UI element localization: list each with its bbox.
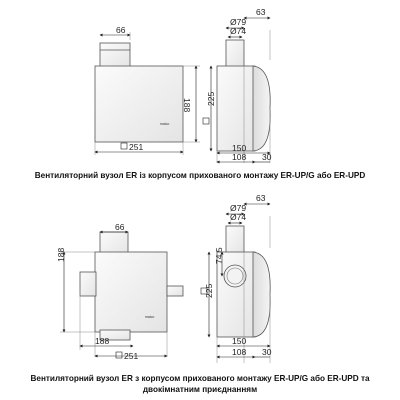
dimension-30: 30 bbox=[262, 152, 272, 162]
dimension-d79: Ø79 bbox=[230, 203, 247, 213]
dimension-30: 30 bbox=[262, 347, 272, 357]
housing-box bbox=[95, 66, 183, 142]
dimension-150: 150 bbox=[232, 336, 247, 346]
dimension-108: 108 bbox=[232, 347, 247, 357]
dimension-d74: Ø74 bbox=[230, 212, 247, 222]
dimension-width-251: 251 bbox=[129, 142, 144, 152]
dimension-d74: Ø74 bbox=[230, 26, 247, 36]
dimension-height-225: 225 bbox=[204, 283, 214, 298]
bottom-front-view bbox=[60, 232, 183, 357]
spigot-d79 bbox=[226, 40, 244, 68]
maico-logo: maico bbox=[160, 122, 170, 126]
dimension-108: 108 bbox=[232, 152, 247, 162]
dimension-150: 150 bbox=[232, 143, 247, 153]
side-spigot-right bbox=[167, 286, 183, 296]
front-cover bbox=[253, 252, 270, 337]
dimension-pipe-66: 66 bbox=[115, 222, 125, 232]
dimension-height-188: 188 bbox=[56, 247, 66, 262]
dimension-pipe-66: 66 bbox=[116, 25, 126, 35]
dimension-spigot-74-5: 74,5 bbox=[214, 247, 224, 264]
dimension-height-225: 225 bbox=[206, 91, 216, 106]
dimension-depth-63: 63 bbox=[256, 193, 266, 203]
dimension-width-251: 251 bbox=[124, 351, 139, 361]
caption-top: Вентиляторний вузол ER із корпусом прихованого монтажу ER-UP/G або ER-UPD bbox=[34, 171, 366, 180]
housing-box bbox=[95, 252, 167, 332]
pipe-spigot bbox=[100, 43, 130, 68]
maico-logo: maico bbox=[145, 315, 155, 319]
spigot-d79 bbox=[226, 226, 244, 254]
top-front-view bbox=[95, 32, 200, 155]
side-housing bbox=[217, 66, 255, 151]
second-room-spigot bbox=[80, 272, 96, 296]
dimension-offset-188: 188 bbox=[95, 336, 110, 346]
dimension-depth-63: 63 bbox=[256, 7, 266, 17]
dimension-d79: Ø79 bbox=[230, 17, 247, 27]
front-cover bbox=[253, 66, 270, 151]
dimension-height-188: 188 bbox=[182, 98, 192, 113]
caption-bottom: Вентиляторний вузол ER з корпусом прихованого монтажу ER-UP/G або ER-UPD та двокімнатним приєднанням bbox=[30, 374, 370, 394]
